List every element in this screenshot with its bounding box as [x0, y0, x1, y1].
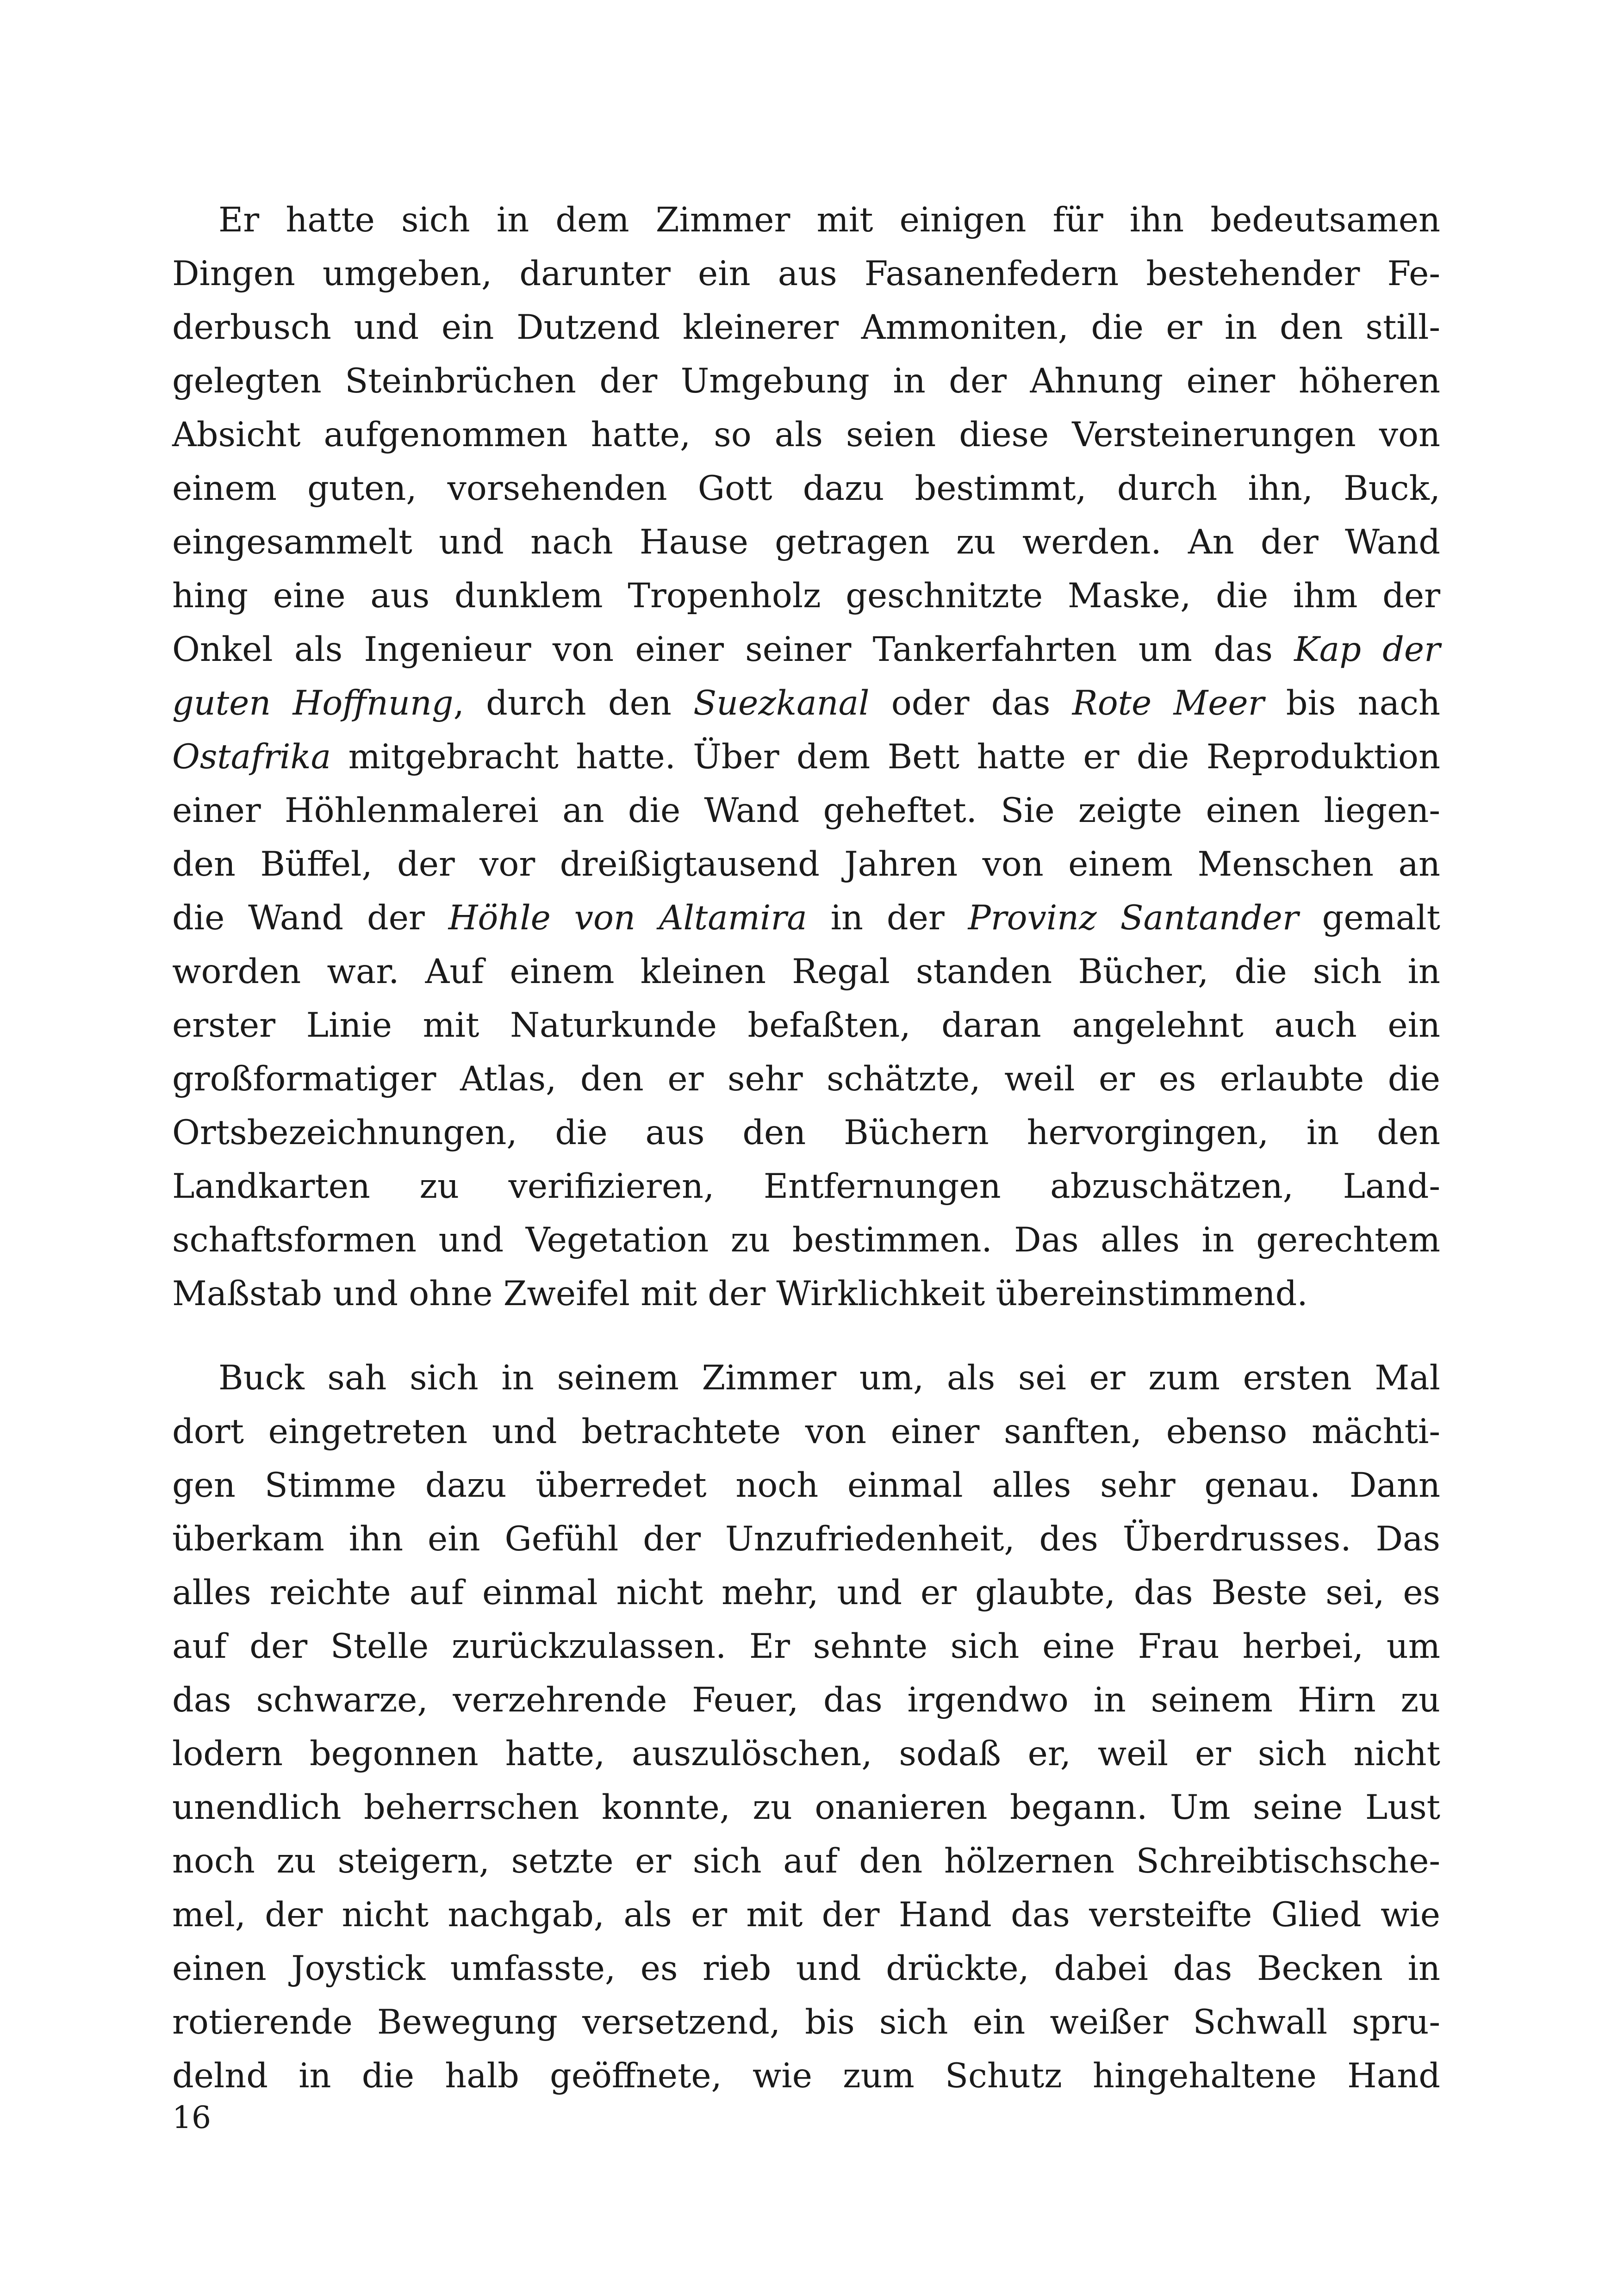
- text-run: gen Stimme dazu überredet noch einmal alles sehr genau. Dann: [172, 1466, 1440, 1505]
- text-run: Ortsbezeichnungen, die aus den Büchern hervorgingen, in den: [172, 1113, 1440, 1152]
- text-line: [172, 677, 1440, 730]
- text-run: erster Linie mit Naturkunde befaßten, daran angelehnt auch ein: [172, 1006, 1440, 1045]
- text-line: [172, 2049, 1440, 2103]
- italic-text: Suezkanal: [693, 684, 870, 723]
- text-run: das schwarze, verzehrende Feuer, das irgendwo in seinem Hirn zu: [172, 1680, 1440, 1720]
- italic-text: Rote Meer: [1072, 684, 1264, 723]
- text-line: [172, 730, 1440, 784]
- text-run: mel, der nicht nachgab, als er mit der Hand das versteifte Glied wie: [172, 1895, 1440, 1935]
- paragraph-gap: [172, 1321, 1440, 1351]
- text-line: [172, 408, 1440, 462]
- text-run: Buck sah sich in seinem Zimmer um, als sei er zum ersten Mal: [218, 1358, 1440, 1398]
- text-run: hing eine aus dunklem Tropenholz geschnitzte Maske, die ihm der: [172, 576, 1440, 616]
- text-line: [172, 193, 1440, 247]
- text-line: [172, 945, 1440, 999]
- text-line: [172, 516, 1440, 569]
- text-run: die Wand der: [172, 898, 448, 938]
- text-run: großformatiger Atlas, den er sehr schätzte, weil er es erlaubte die: [172, 1059, 1440, 1099]
- italic-text: Kap der: [1294, 630, 1440, 669]
- text-line: [172, 301, 1440, 355]
- text-line: [172, 1267, 1440, 1321]
- text-run: gemalt: [1298, 898, 1441, 938]
- text-line: [172, 1512, 1440, 1566]
- text-run: oder das: [869, 684, 1072, 723]
- text-line: [172, 1052, 1440, 1106]
- text-run: Landkarten zu verifizieren, Entfernungen abzuschätzen, Land-: [172, 1167, 1440, 1206]
- text-run: Maßstab und ohne Zweifel mit der Wirklichkeit übereinstimmend.: [172, 1274, 1308, 1313]
- text-line: [172, 838, 1440, 891]
- text-line: [172, 1835, 1440, 1888]
- text-line: [172, 1160, 1440, 1213]
- italic-text: guten Hoffnung: [172, 684, 454, 723]
- text-line: [172, 1351, 1440, 1405]
- text-line: [172, 1106, 1440, 1160]
- text-run: in der: [807, 898, 968, 938]
- text-line: [172, 1942, 1440, 1996]
- text-line: [172, 1566, 1440, 1620]
- text-run: unendlich beherrschen konnte, zu onanieren begann. Um seine Lust: [172, 1788, 1440, 1827]
- text-run: überkam ihn ein Gefühl der Unzufriedenheit, des Überdrusses. Das: [172, 1519, 1440, 1559]
- text-line: [172, 462, 1440, 516]
- text-run: einen Joystick umfasste, es rieb und drückte, dabei das Becken in: [172, 1949, 1440, 1988]
- text-line: [172, 247, 1440, 301]
- text-line: [172, 1888, 1440, 1942]
- text-run: noch zu steigern, setzte er sich auf den hölzernen Schreibtischsche-: [172, 1842, 1440, 1881]
- page-number: 16: [172, 2100, 211, 2135]
- paragraph: [172, 1351, 1440, 2103]
- text-line: [172, 999, 1440, 1052]
- text-line: [172, 891, 1440, 945]
- text-run: alles reichte auf einmal nicht mehr, und er glaubte, das Beste sei, es: [172, 1573, 1440, 1612]
- text-run: Onkel als Ingenieur von einer seiner Tankerfahrten um das: [172, 630, 1294, 669]
- text-line: [172, 1213, 1440, 1267]
- text-line: [172, 1781, 1440, 1835]
- text-run: , durch den: [453, 684, 694, 723]
- text-run: Er hatte sich in dem Zimmer mit einigen für ihn bedeutsamen: [218, 200, 1440, 240]
- body-text: [172, 193, 1440, 2103]
- text-line: [172, 569, 1440, 623]
- text-run: derbusch und ein Dutzend kleinerer Ammoniten, die er in den still-: [172, 308, 1440, 347]
- text-line: [172, 623, 1440, 677]
- text-run: schaftsformen und Vegetation zu bestimmen. Das alles in gerechtem: [172, 1220, 1440, 1260]
- text-run: auf der Stelle zurückzulassen. Er sehnte sich eine Frau herbei, um: [172, 1627, 1440, 1666]
- text-run: worden war. Auf einem kleinen Regal standen Bücher, die sich in: [172, 952, 1440, 991]
- text-run: mitgebracht hatte. Über dem Bett hatte er die Reproduktion: [331, 737, 1440, 777]
- text-run: Dingen umgeben, darunter ein aus Fasanenfedern bestehender Fe-: [172, 254, 1440, 293]
- text-run: dort eingetreten und betrachtete von einer sanften, ebenso mächti-: [172, 1412, 1440, 1451]
- text-line: [172, 1727, 1440, 1781]
- text-line: [172, 1459, 1440, 1512]
- text-run: einer Höhlenmalerei an die Wand geheftet. Sie zeigte einen liegen-: [172, 791, 1440, 830]
- text-run: gelegten Steinbrüchen der Umgebung in der Ahnung einer höheren: [172, 361, 1440, 401]
- text-run: delnd in die halb geöffnete, wie zum Schutz hingehaltene Hand: [172, 2056, 1440, 2096]
- text-line: [172, 1996, 1440, 2049]
- paragraph: [172, 193, 1440, 1321]
- text-line: [172, 784, 1440, 838]
- italic-text: Provinz Santander: [968, 898, 1299, 938]
- text-line: [172, 1674, 1440, 1727]
- italic-text: Ostafrika: [172, 737, 331, 777]
- text-line: [172, 1620, 1440, 1674]
- text-run: lodern begonnen hatte, auszulöschen, sodaß er, weil er sich nicht: [172, 1734, 1440, 1773]
- text-run: eingesammelt und nach Hause getragen zu werden. An der Wand: [172, 523, 1440, 562]
- text-run: den Büffel, der vor dreißigtausend Jahren von einem Menschen an: [172, 845, 1440, 884]
- text-line: [172, 1405, 1440, 1459]
- text-run: einem guten, vorsehenden Gott dazu bestimmt, durch ihn, Buck,: [172, 469, 1440, 508]
- italic-text: Höhle von Altamira: [448, 898, 807, 938]
- text-run: rotierende Bewegung versetzend, bis sich ein weißer Schwall spru-: [172, 2003, 1440, 2042]
- text-run: Absicht aufgenommen hatte, so als seien diese Versteinerungen von: [172, 415, 1440, 454]
- text-line: [172, 355, 1440, 408]
- text-run: bis nach: [1264, 684, 1441, 723]
